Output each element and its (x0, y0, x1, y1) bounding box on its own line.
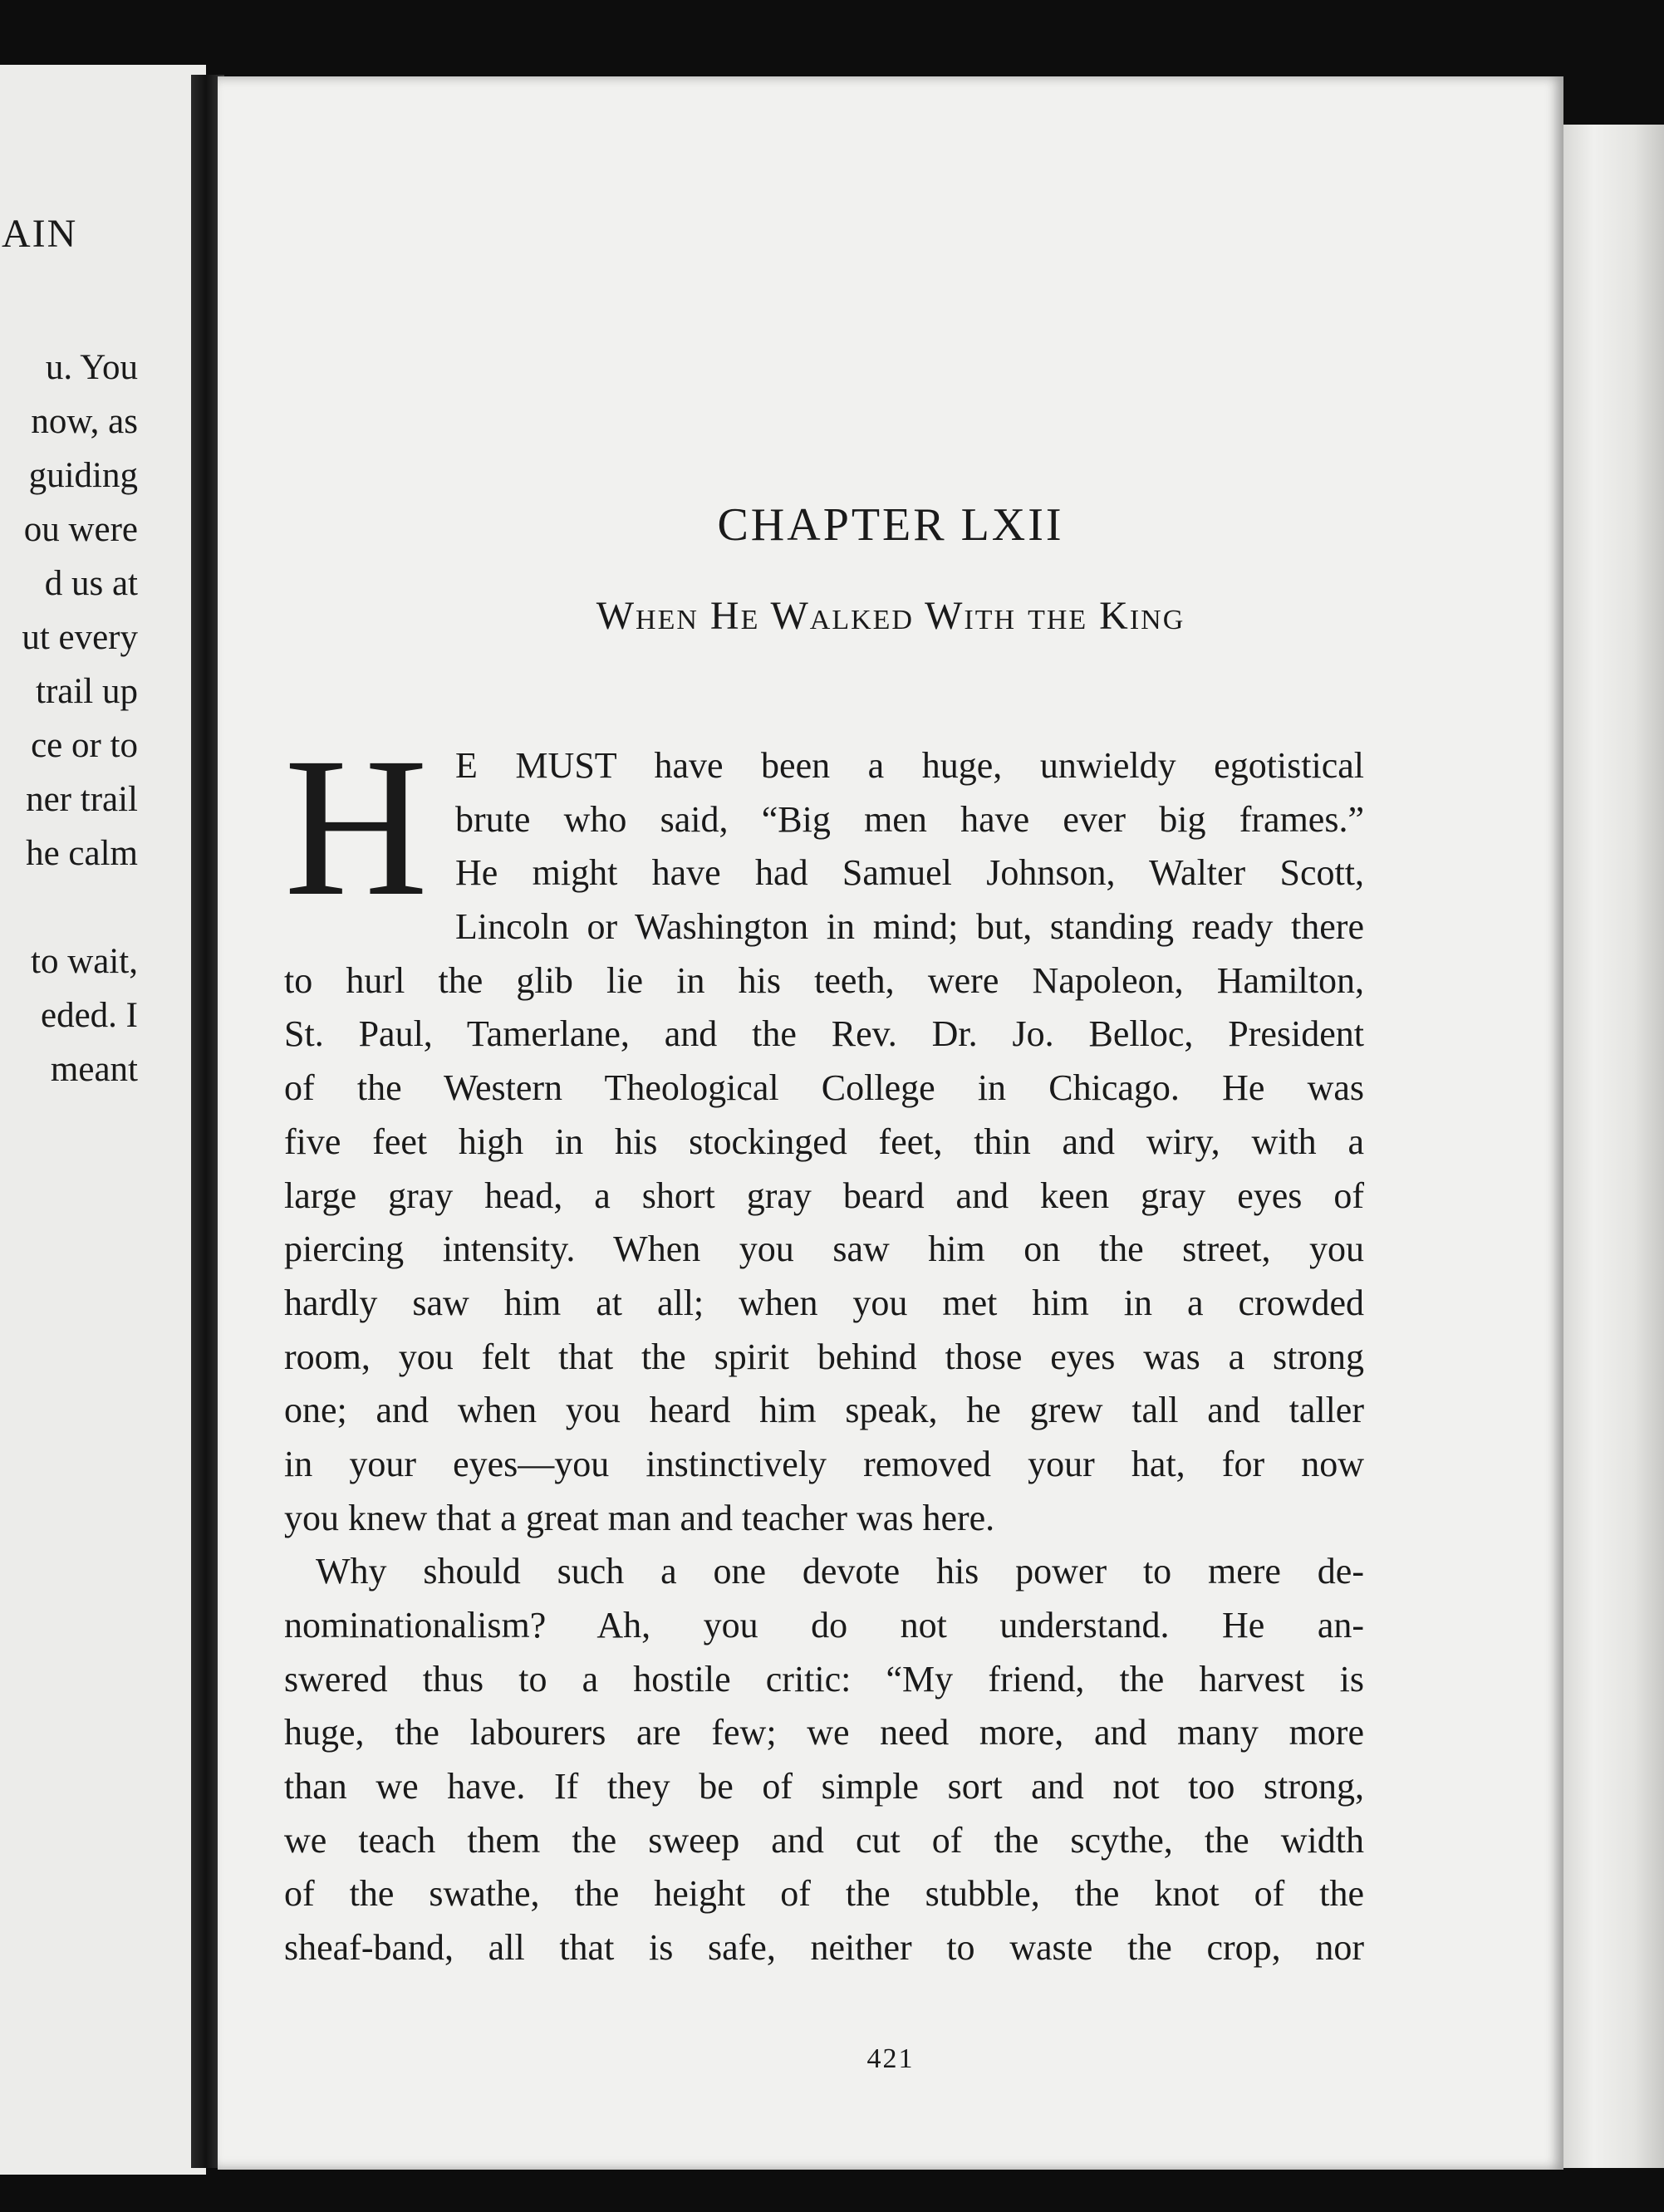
left-fragment: ner trail (26, 780, 138, 819)
left-fragment: now, as (31, 402, 138, 441)
text-line: swered thus to a hostile critic: “My friend, the harvest is (284, 1658, 1364, 1699)
text-line: you knew that a great man and teacher was here. (284, 1497, 995, 1538)
text-line: of the swathe, the height of the stubble, the knot of the (284, 1873, 1364, 1915)
text-line: one; and when you heard him speak, he grew tall and taller (284, 1390, 1364, 1431)
text-line: room, you felt that the spirit behind those eyes was a strong (284, 1336, 1364, 1377)
body-text (284, 716, 1364, 1975)
text-line: piercing intensity. When you saw him on the street, you (284, 1229, 1364, 1270)
drop-cap: H (284, 716, 429, 937)
text-line: we teach them the sweep and cut of the scythe, the width (284, 1819, 1364, 1861)
text-line: five feet high in his stockinged feet, thin and wiry, with a (284, 1121, 1364, 1162)
left-running-head: AIN (2, 212, 78, 256)
left-fragment: d us at (44, 564, 138, 603)
text-line: huge, the labourers are few; we need more, and many more (284, 1712, 1364, 1753)
text-line: He might have had Samuel Johnson, Walter Scott, (455, 852, 1364, 894)
left-fragment: ou were (23, 510, 138, 549)
left-fragment: he calm (26, 834, 138, 873)
text-line: to hurl the glib lie in his teeth, were Napoleon, Hamilton, (284, 959, 1364, 1001)
chapter-subtitle: When He Walked With the King (596, 594, 1185, 638)
text-line: E MUST have been a huge, unwieldy egotistical (455, 745, 1364, 786)
left-fragment: ce or to (31, 726, 138, 765)
left-fragment: trail up (36, 672, 138, 711)
left-page (0, 65, 206, 2175)
page-edges (1563, 125, 1664, 2168)
left-fragment: meant (50, 1050, 138, 1089)
left-fragment: guiding (28, 456, 138, 495)
left-fragment: u. You (45, 348, 138, 387)
text-line: than we have. If they be of simple sort and not too strong, (284, 1766, 1364, 1807)
text-line: nominationalism? Ah, you do not understand. He an- (284, 1605, 1364, 1646)
text-line: in your eyes—you instinctively removed your hat, for now (284, 1443, 1364, 1484)
page-number: 421 (866, 2043, 915, 2074)
text-line: brute who said, “Big men have ever big frames.” (455, 798, 1364, 840)
text-line: Why should such a one devote his power to mere de- (316, 1551, 1364, 1592)
left-fragment: ut every (22, 618, 138, 657)
right-page (218, 76, 1563, 2170)
chapter-title: CHAPTER LXII (717, 499, 1064, 551)
text-line: large gray head, a short gray beard and keen gray eyes of (284, 1175, 1364, 1216)
text-line: St. Paul, Tamerlane, and the Rev. Dr. Jo. Belloc, President (284, 1013, 1364, 1055)
left-fragment: to wait, (31, 942, 138, 981)
left-fragment: eded. I (41, 996, 138, 1035)
text-line: hardly saw him at all; when you met him in a crowded (284, 1282, 1364, 1323)
text-line: of the Western Theological College in Chicago. He was (284, 1067, 1364, 1109)
text-line: Lincoln or Washington in mind; but, standing ready there (455, 906, 1364, 948)
text-line: sheaf-band, all that is safe, neither to waste the crop, nor (284, 1927, 1364, 1969)
